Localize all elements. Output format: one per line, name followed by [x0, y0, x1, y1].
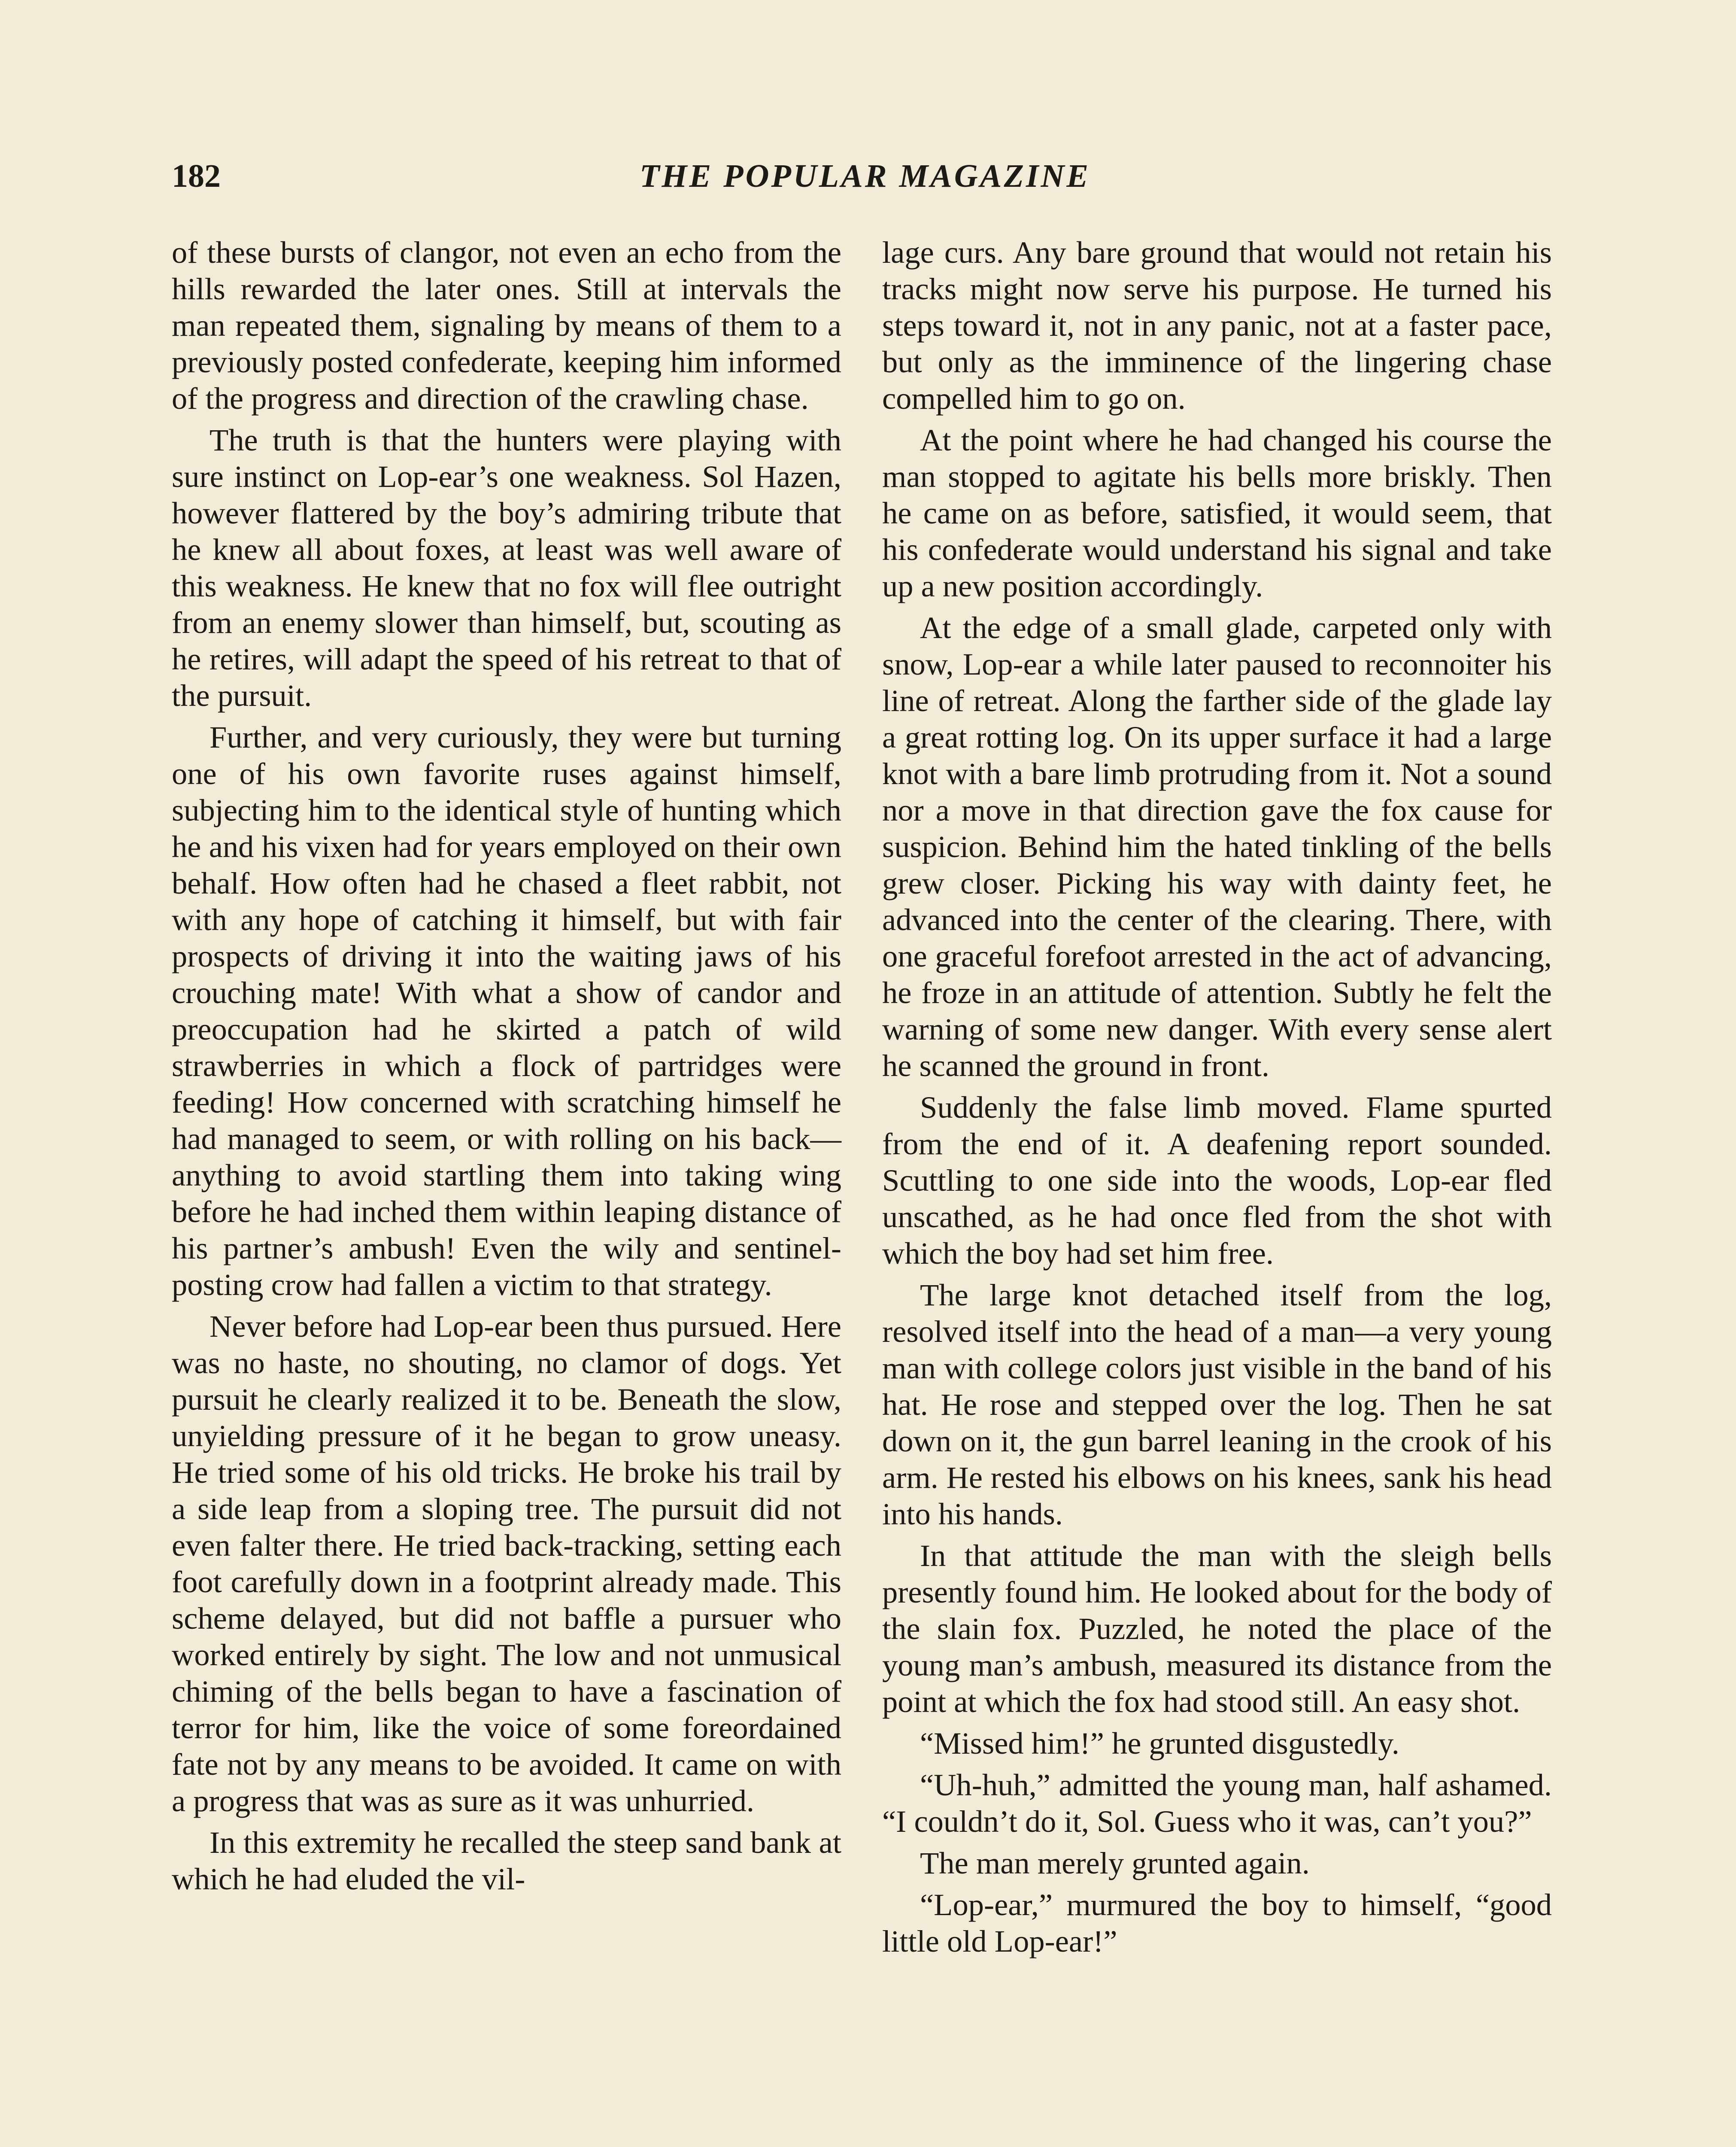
- paragraph: The man merely grunted again.: [920, 1846, 1310, 1880]
- paragraph: The large knot detached itself from the log, resolved itself into the head of a man—a very young man with college colors just visible in the band of his hat. He rose and stepped over the log. Then he sat down on it, the gun barrel leaning in the crook of his arm. He rested his elbows on his knees, sank his head into his hands.: [882, 1277, 1552, 1531]
- paragraph: Further, and very curiously, they were but turning one of his own favorite ruses against himself, subjecting him to the identical style of hunting which he and his vixen had for years employed on their own behalf. How often had he chased a fleet rabbit, not with any hope of catching it himself, but with fair prospects of driving it into the waiting jaws of his crouching mate! With what a show of candor and preoccupation had he skirted a patch of wild strawberries in which a flock of partridges were feeding! How concerned with scratching himself he had managed to seem, or with rolling on his back—anything to avoid startling them into taking wing before he had inched them within leaping distance of his partner’s ambush! Even the wily and sentinel-posting crow had fallen a victim to that strategy.: [172, 720, 841, 1302]
- paragraph: At the edge of a small glade, carpeted only with snow, Lop-ear a while later paused to reconnoiter his line of retreat. Along the farther side of the glade lay a great rotting log. On its upper surface it had a large knot with a bare limb protruding from it. Not a sound nor a move in that direction gave the fox cause for suspicion. Behind him the hated tinkling of the bells grew closer. Picking his way with dainty feet, he advanced into the center of the clearing. There, with one graceful forefoot arrested in the act of advancing, he froze in an attitude of attention. Subtly he felt the warning of some new danger. With every sense alert he scanned the ground in front.: [882, 610, 1552, 1083]
- dialogue-line: “Lop-ear,” murmured the boy to himself, “good little old Lop-ear!”: [882, 1887, 1552, 1958]
- page-number: 182: [172, 158, 221, 194]
- paragraph: lage curs. Any bare ground that would not retain his tracks might now serve his purpose. He turned his steps toward it, not in any panic, not at a faster pace, but only as the imminence of the lingering chase compelled him to go on.: [882, 235, 1552, 416]
- right-column: [882, 234, 1552, 1965]
- paragraph: At the point where he had changed his course the man stopped to agitate his bells more briskly. Then he came on as before, satisfied, it would seem, that his confederate would understand his signal and take up a new position accordingly.: [882, 423, 1552, 603]
- left-column: [172, 234, 841, 1902]
- paragraph: In this extremity he recalled the steep sand bank at which he had eluded the vil-: [172, 1825, 841, 1896]
- page-header: [172, 155, 1558, 198]
- paragraph: of these bursts of clangor, not even an echo from the hills rewarded the later ones. Still at intervals the man repeated them, signaling by means of them to a previously posted confederate, keeping him informed of the progress and direction of the crawling chase.: [172, 235, 841, 416]
- paragraph: Suddenly the false limb moved. Flame spurted from the end of it. A deafening report sounded. Scuttling to one side into the woods, Lop-ear fled unscathed, as he had once fled from the shot with which the boy had set him free.: [882, 1090, 1552, 1271]
- dialogue-line: “Missed him!” he grunted disgustedly.: [920, 1726, 1399, 1761]
- paragraph: The truth is that the hunters were playing with sure instinct on Lop-ear’s one weakness. Sol Hazen, however flattered by the boy’s admiring tribute that he knew all about foxes, at least was well aware of this weakness. He knew that no fox will flee outright from an enemy slower than himself, but, scouting as he retires, will adapt the speed of his retreat to that of the pursuit.: [172, 423, 841, 713]
- running-head: THE POPULAR MAGAZINE: [639, 158, 1091, 194]
- paragraph: Never before had Lop-ear been thus pursued. Here was no haste, no shouting, no clamor of dogs. Yet pursuit he clearly realized it to be. Beneath the slow, unyielding pressure of it he began to grow uneasy. He tried some of his old tricks. He broke his trail by a side leap from a sloping tree. The pursuit did not even falter there. He tried back-tracking, setting each foot carefully down in a footprint already made. This scheme delayed, but did not baffle a pursuer who worked entirely by sight. The low and not unmusical chiming of the bells began to have a fascination of terror for him, like the voice of some foreordained fate not by any means to be avoided. It came on with a progress that was as sure as it was unhurried.: [172, 1309, 841, 1818]
- dialogue-line: “Uh-huh,” admitted the young man, half ashamed. “I couldn’t do it, Sol. Guess who it was, can’t you?”: [882, 1767, 1552, 1839]
- paragraph: In that attitude the man with the sleigh bells presently found him. He looked about for the body of the slain fox. Puzzled, he noted the place of the young man’s ambush, measured its distance from the point at which the fox had stood still. An easy shot.: [882, 1538, 1552, 1719]
